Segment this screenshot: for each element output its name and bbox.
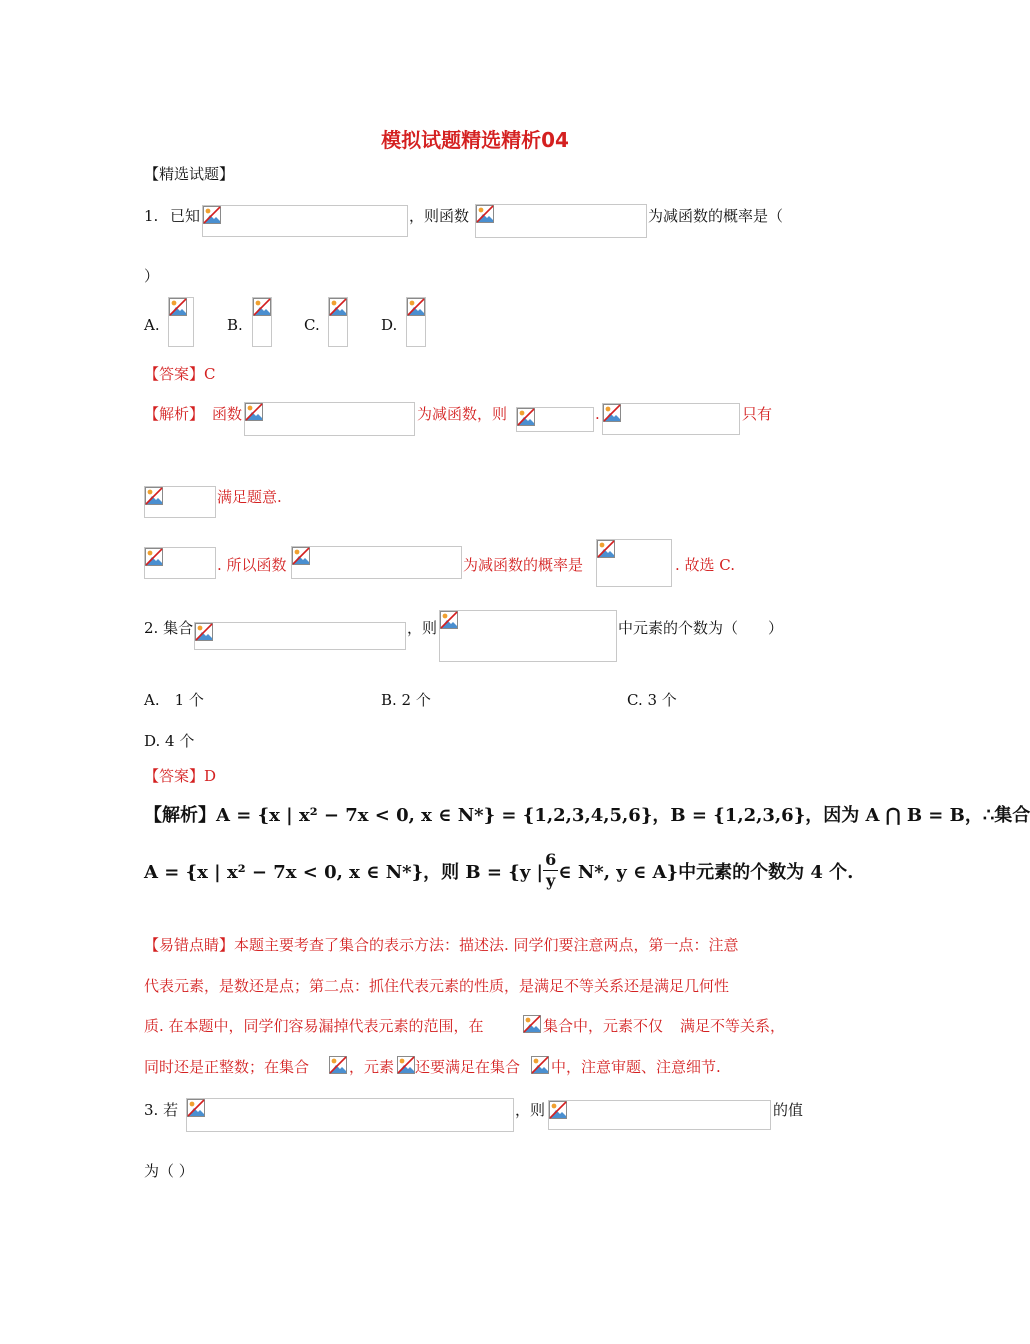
q2-text-3: 中元素的个数为（ ）	[618, 619, 784, 637]
broken-image-icon	[407, 298, 425, 316]
answer-label: 【答案】	[144, 365, 205, 383]
q3-text-2: ，则	[515, 1101, 546, 1119]
answer-label: 【答案】	[144, 767, 205, 785]
q1-text-2: ，则函数	[409, 207, 470, 225]
q2-pitfall-line-3a: 质. 在本题中，同学们容易漏掉代表元素的范围，在	[144, 1017, 484, 1035]
broken-image-icon	[603, 404, 621, 422]
q1-analysis-text-6: . 所以函数	[217, 556, 287, 574]
q3-text-3: 的值	[773, 1101, 804, 1119]
image-placeholder	[252, 297, 272, 347]
q3-text-1: 3. 若	[144, 1101, 179, 1119]
image-placeholder	[244, 402, 415, 436]
q1-analysis-text-2: 为减函数，则	[417, 405, 508, 423]
image-placeholder	[475, 204, 647, 238]
fraction	[543, 850, 558, 891]
q2-pitfall-line-4b: ，元素	[349, 1058, 395, 1076]
q1-option-c: C.	[304, 316, 320, 334]
broken-image-icon	[203, 206, 221, 224]
math-expression: ∈ N*, y ∈ A}中元素的个数为 4 个.	[558, 861, 854, 883]
math-expression: A = {x | x² − 7x < 0, x ∈ N*}，则 B = {y |	[144, 861, 544, 883]
image-placeholder	[328, 297, 348, 347]
q2-text-2: ，则	[407, 619, 438, 637]
broken-image-icon	[245, 403, 263, 421]
broken-image-icon	[253, 298, 271, 316]
image-placeholder	[548, 1100, 771, 1130]
q1-analysis-text-4: 只有	[742, 405, 773, 423]
broken-image-icon	[329, 1056, 347, 1074]
image-placeholder	[602, 403, 740, 435]
analysis-label: 【解析】	[144, 405, 205, 423]
q3-text-4: 为（ ）	[144, 1162, 194, 1180]
q1-text-4: ）	[144, 267, 160, 285]
q1-option-b: B.	[227, 316, 243, 334]
q2-option-a: A. 1 个	[144, 691, 204, 709]
q2-text-1: 2. 集合	[144, 619, 194, 637]
image-placeholder	[144, 486, 216, 518]
q1-analysis-text-1: 函数	[212, 405, 243, 423]
q1-option-d: D.	[381, 316, 398, 334]
broken-image-icon	[597, 540, 615, 558]
q2-pitfall-line-3c: 满足不等关系，	[680, 1017, 786, 1035]
image-placeholder	[168, 297, 194, 347]
q1-analysis-text-5: 满足题意.	[217, 488, 282, 506]
image-placeholder	[194, 622, 406, 650]
q2-pitfall-line-2: 代表元素，是数还是点；第二点：抓住代表元素的性质，是满足不等关系还是满足几何性	[144, 977, 730, 995]
answer-value: D	[204, 767, 217, 785]
q1-number: 1.	[144, 207, 159, 225]
q2-pitfall-line-1	[144, 935, 739, 955]
pitfall-label: 【易错点睛】	[144, 936, 235, 954]
broken-image-icon	[195, 623, 213, 641]
image-placeholder	[291, 546, 462, 579]
q2-pitfall-line-4c: 还要满足在集合	[415, 1058, 521, 1076]
page-title: 模拟试题精选精析04	[381, 128, 569, 152]
broken-image-icon	[292, 547, 310, 565]
broken-image-icon	[476, 205, 494, 223]
q2-pitfall-line-4a: 同时还是正整数；在集合	[144, 1058, 310, 1076]
fraction-numerator: 6	[545, 850, 557, 869]
broken-image-icon	[329, 298, 347, 316]
broken-image-icon	[187, 1099, 205, 1117]
section-header: 【精选试题】	[144, 165, 235, 183]
q2-option-c: C. 3 个	[627, 691, 677, 709]
math-expression: A = {x | x² − 7x < 0, x ∈ N*} = {1,2,3,4,5,6}	[216, 805, 653, 826]
fraction-denominator: y	[546, 871, 556, 890]
q2-pitfall-line-4d: 中，注意审题、注意细节.	[551, 1058, 721, 1076]
image-placeholder	[516, 407, 594, 432]
q1-option-a: A.	[144, 316, 160, 334]
answer-value: C	[204, 365, 216, 383]
image-placeholder	[406, 297, 426, 347]
image-placeholder	[596, 539, 672, 587]
q2-option-b: B. 2 个	[381, 691, 431, 709]
image-placeholder	[144, 547, 216, 579]
image-placeholder	[186, 1098, 514, 1132]
q2-pitfall-line-3b: 集合中，元素不仅	[543, 1017, 664, 1035]
math-expression: ，B = {1,2,3,6}，因为 A ⋂ B = B，∴集合	[652, 805, 1030, 826]
broken-image-icon	[440, 611, 458, 629]
image-placeholder	[202, 205, 408, 237]
q1-analysis-text-3: .	[595, 405, 600, 423]
broken-image-icon	[531, 1056, 549, 1074]
q2-analysis-line-2	[144, 850, 853, 891]
q1-text-1: 已知	[170, 207, 201, 225]
broken-image-icon	[517, 408, 535, 426]
analysis-label: 【解析】	[144, 805, 216, 826]
q1-text-3: 为减函数的概率是（	[648, 207, 784, 225]
broken-image-icon	[523, 1015, 541, 1033]
q1-analysis-text-8: . 故选 C.	[675, 556, 736, 574]
q1-analysis-text-7: 为减函数的概率是	[463, 556, 584, 574]
broken-image-icon	[397, 1056, 415, 1074]
pitfall-text: 本题主要考查了集合的表示方法：描述法. 同学们要注意两点，第一点：注意	[234, 936, 739, 954]
broken-image-icon	[145, 548, 163, 566]
q2-analysis-line-1	[144, 801, 1030, 827]
q2-option-d: D. 4 个	[144, 732, 195, 750]
broken-image-icon	[145, 487, 163, 505]
broken-image-icon	[549, 1101, 567, 1119]
image-placeholder	[439, 610, 617, 662]
q1-answer	[144, 364, 216, 384]
q2-answer	[144, 766, 216, 786]
broken-image-icon	[169, 298, 187, 316]
